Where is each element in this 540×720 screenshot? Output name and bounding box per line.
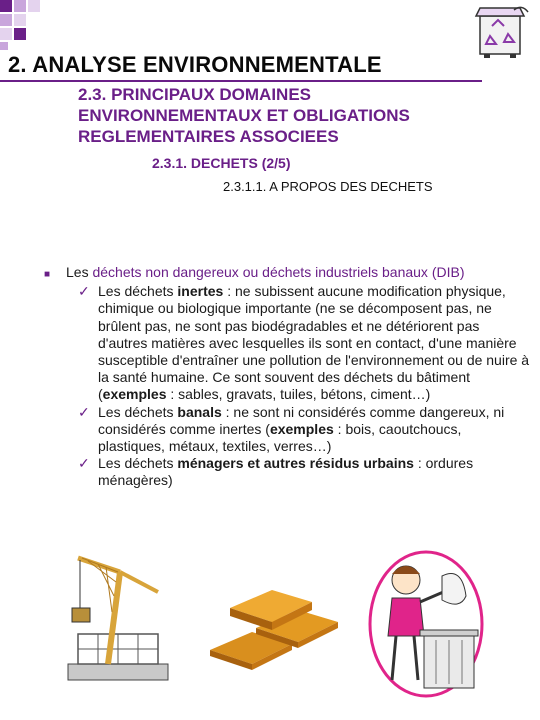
sub-item-text	[98, 404, 530, 456]
section-heading-line: REGLEMENTAIRES ASSOCIEES	[78, 127, 339, 146]
sub-item	[78, 283, 530, 403]
crane-icon	[58, 552, 178, 684]
section-heading	[78, 84, 410, 147]
sub-item-text	[98, 455, 530, 489]
checkmark-icon: ✓	[78, 283, 90, 300]
checkmark-icon: ✓	[78, 403, 90, 420]
title-divider	[0, 80, 482, 82]
deco-square	[14, 28, 26, 40]
text-run: Les déchets	[98, 403, 178, 420]
text-run: : bois, caoutchoucs, plastiques, métaux, textiles, verres…)	[98, 420, 462, 455]
text-bold: banals	[177, 403, 222, 420]
bullet-text	[66, 264, 464, 283]
text-run: : ne sont ni considérés comme dangereux, ni considérés comme inertes (	[98, 403, 505, 437]
deco-square	[14, 0, 26, 12]
subsection-heading: 2.3.1. DECHETS (2/5)	[152, 155, 291, 171]
text-run: : sables, gravats, tuiles, bétons, ciment…)	[166, 386, 431, 403]
bullet-prefix: Les	[66, 264, 93, 280]
recycle-bin-icon	[470, 2, 532, 60]
subsubsection-heading: 2.3.1.1. A PROPOS DES DECHETS	[223, 179, 433, 194]
text-bold: ménagers et autres résidus urbains	[177, 455, 414, 472]
bullet-highlight: déchets non dangereux ou déchets industriels banaux (DIB)	[92, 264, 465, 280]
deco-square	[0, 0, 12, 12]
content-body	[44, 264, 530, 490]
sub-item	[78, 404, 530, 456]
square-bullet-icon: ■	[44, 269, 51, 280]
bullet-item	[44, 264, 530, 283]
text-run: Les déchets	[98, 455, 178, 472]
sub-item	[78, 455, 530, 489]
text-run: : ordures ménagères)	[98, 455, 474, 489]
deco-square	[0, 42, 8, 50]
text-bold: exemples	[102, 386, 167, 403]
page-title: 2. ANALYSE ENVIRONNEMENTALE	[8, 52, 382, 77]
text-run: Les déchets	[98, 283, 178, 300]
sub-item-text	[98, 283, 530, 403]
deco-square	[0, 28, 12, 40]
checkmark-icon: ✓	[78, 455, 90, 472]
deco-square	[14, 14, 26, 26]
text-run: : ne subissent aucune modification physique, chimique ou biologique importante (ne se décomposent pas, ne brûlent pas, ne sont pas biodégradables et ne détériorent pas d'autres matières avec lesquelles ils sont en contact, d'une manière susceptible d'entraîner une pollution de l'environnement ou de nuire à la santé humaine. Ce sont souvent des déchets du bâtiment (	[98, 283, 530, 403]
text-bold: exemples	[269, 420, 334, 437]
section-heading-line: 2.3. PRINCIPAUX DOMAINES	[78, 85, 312, 104]
deco-square	[0, 14, 12, 26]
woman-trash-can-icon	[362, 550, 492, 700]
section-heading-line: ENVIRONNEMENTAUX ET OBLIGATIONS	[78, 106, 410, 125]
deco-square	[28, 0, 40, 12]
text-bold: inertes	[177, 283, 224, 300]
gold-bars-icon	[200, 572, 352, 672]
